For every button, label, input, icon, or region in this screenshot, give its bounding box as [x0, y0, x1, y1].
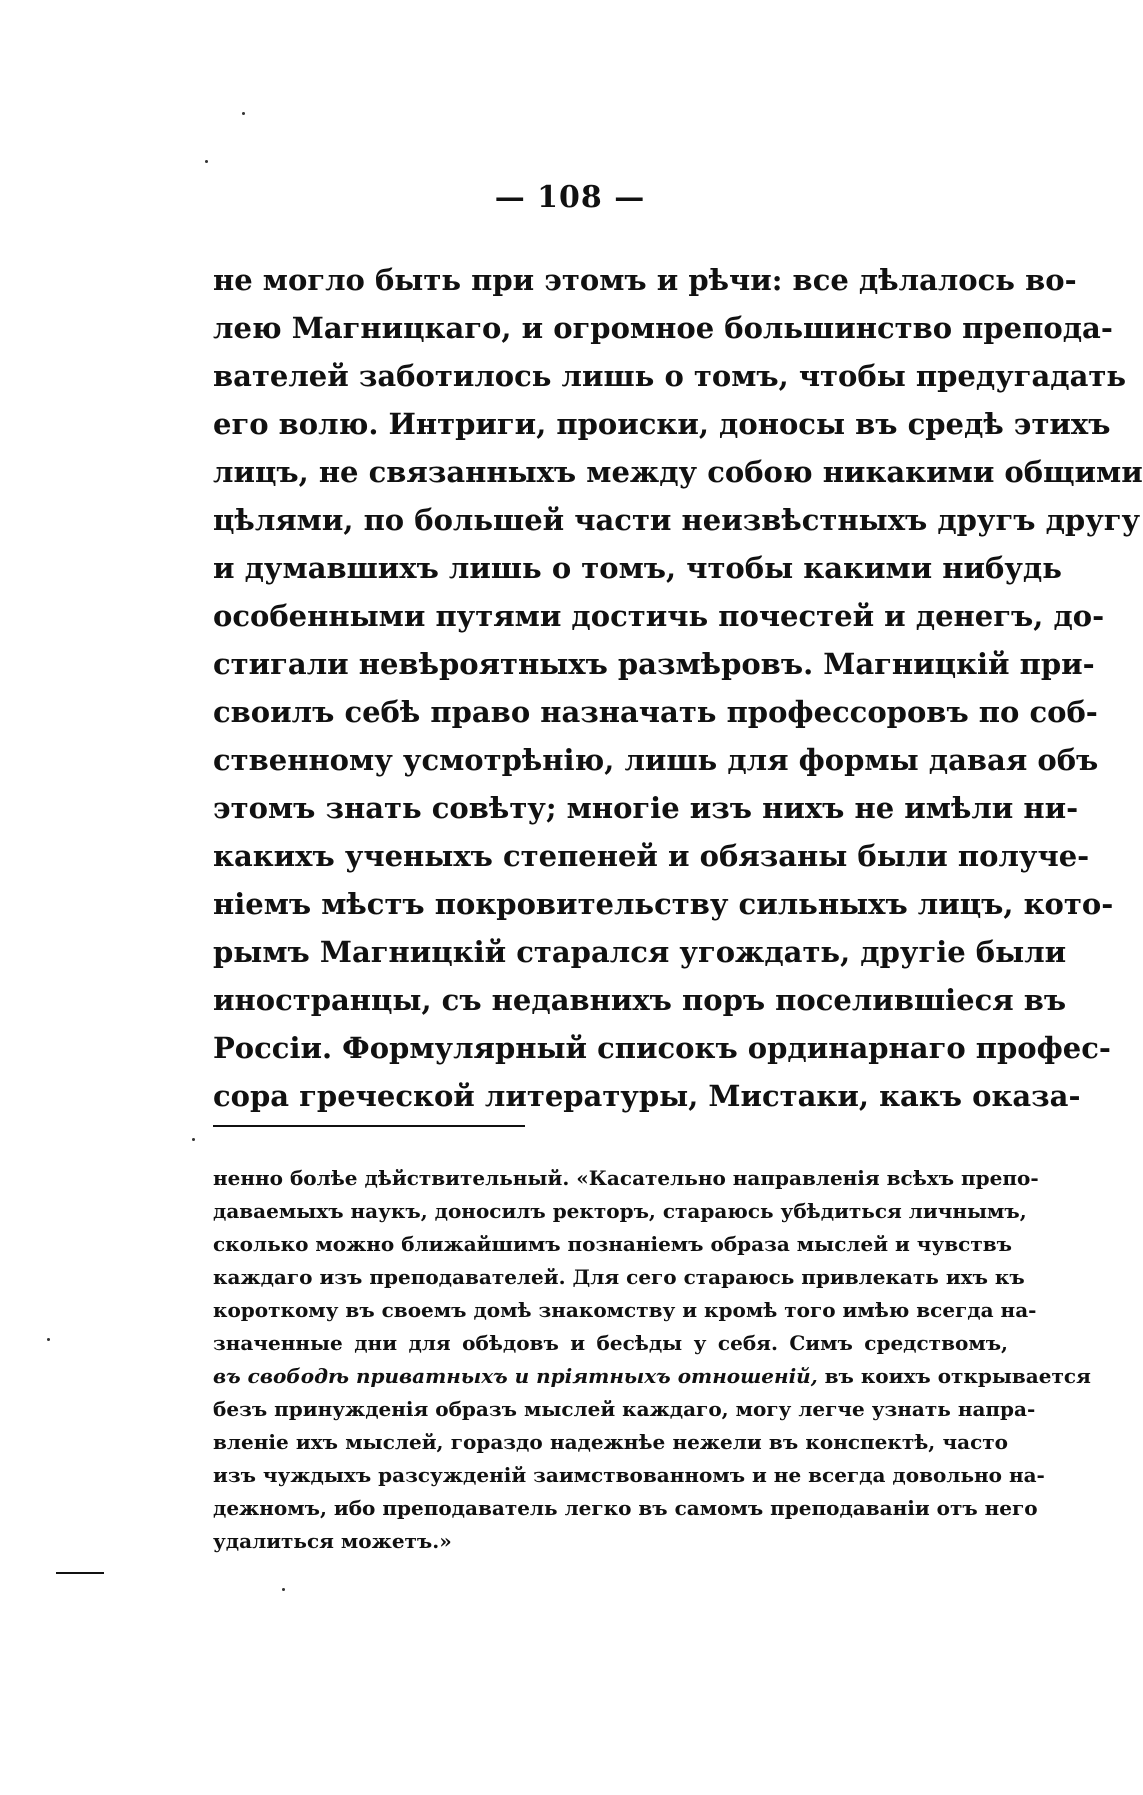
main-text-line: цѣлями, по большей части неизвѣстныхъ другъ другу — [213, 503, 1141, 537]
scan-speck — [205, 160, 208, 163]
main-text-line: и думавшихъ лишь о томъ, чтобы какими нибудь — [213, 551, 1062, 585]
main-text-line: рымъ Магницкій старался угождать, другіе были — [213, 935, 1067, 969]
main-text-line: стигали невѣроятныхъ размѣровъ. Магницкій при- — [213, 647, 1095, 681]
main-text-line: лею Магницкаго, и огромное большинство препода- — [213, 311, 1113, 345]
page-number: — 108 — — [494, 180, 646, 215]
scan-speck — [282, 1588, 285, 1591]
footnote-line: короткому въ своемъ домѣ знакомству и кромѣ того имѣю всегда на- — [213, 1298, 1037, 1322]
footnote-line-mixed — [213, 1360, 1091, 1393]
main-text-line: лицъ, не связанныхъ между собою никакими общими — [213, 455, 1143, 489]
main-text-line: вателей заботилось лишь о томъ, чтобы предугадать — [213, 359, 1127, 393]
scan-speck — [242, 112, 245, 115]
main-text-line: его волю. Интриги, происки, доносы въ средѣ этихъ — [213, 407, 1111, 441]
footnote-line: изъ чуждыхъ разсужденій заимствованномъ и не всегда довольно на- — [213, 1463, 1045, 1487]
scan-speck — [192, 1138, 195, 1141]
main-text-line: своилъ себѣ право назначать профессоровъ по соб- — [213, 695, 1098, 729]
main-text-line: этомъ знать совѣту; многіе изъ нихъ не имѣли ни- — [213, 791, 1079, 825]
main-text-line: какихъ ученыхъ степеней и обязаны были получе- — [213, 839, 1090, 873]
main-text-line: ніемъ мѣстъ покровительству сильныхъ лицъ, кото- — [213, 887, 1114, 921]
footnote-line: даваемыхъ наукъ, доносилъ ректоръ, стараюсь убѣдиться личнымъ, — [213, 1199, 1027, 1223]
main-text-line: особенными путями достичь почестей и денегъ, до- — [213, 599, 1105, 633]
scan-speck — [47, 1338, 50, 1341]
margin-mark — [56, 1572, 104, 1574]
main-text-line: иностранцы, съ недавнихъ поръ поселившіеся въ — [213, 983, 1067, 1017]
footnote-line-rest: въ коихъ открывается — [824, 1364, 1091, 1388]
footnote-line: безъ принужденія образъ мыслей каждаго, могу легче узнать напра- — [213, 1397, 1036, 1421]
footnote-line: вленіе ихъ мыслей, гораздо надежнѣе нежели въ конспектѣ, часто — [213, 1430, 1008, 1454]
main-text-block — [213, 256, 1143, 1120]
footnote-line: сколько можно ближайшимъ познаніемъ образа мыслей и чувствъ — [213, 1232, 1012, 1256]
footnote-line: каждаго изъ преподавателей. Для сего стараюсь привлекать ихъ къ — [213, 1265, 1025, 1289]
footnote-italic-phrase: въ свободѣ приватныхъ и пріятныхъ отношеній, — [213, 1364, 818, 1388]
footnote-divider — [213, 1125, 525, 1127]
footnote-line: дежномъ, ибо преподаватель легко въ самомъ преподаваніи отъ него — [213, 1496, 1038, 1520]
footnote-line: ненно болѣе дѣйствительный. «Касательно направленія всѣхъ препо- — [213, 1166, 1039, 1190]
footnote-line: удалиться можетъ.» — [213, 1529, 452, 1553]
footnote-block — [213, 1162, 1091, 1558]
main-text-line: Россіи. Формулярный списокъ ординарнаго профес- — [213, 1031, 1111, 1065]
main-text-line: ственному усмотрѣнію, лишь для формы давая объ — [213, 743, 1099, 777]
footnote-line: значенные дни для обѣдовъ и бесѣды у себя. Симъ средствомъ, — [213, 1331, 1008, 1355]
main-text-line: не могло быть при этомъ и рѣчи: все дѣлалось во- — [213, 263, 1077, 297]
main-text-line: сора греческой литературы, Мистаки, какъ оказа- — [213, 1079, 1081, 1113]
